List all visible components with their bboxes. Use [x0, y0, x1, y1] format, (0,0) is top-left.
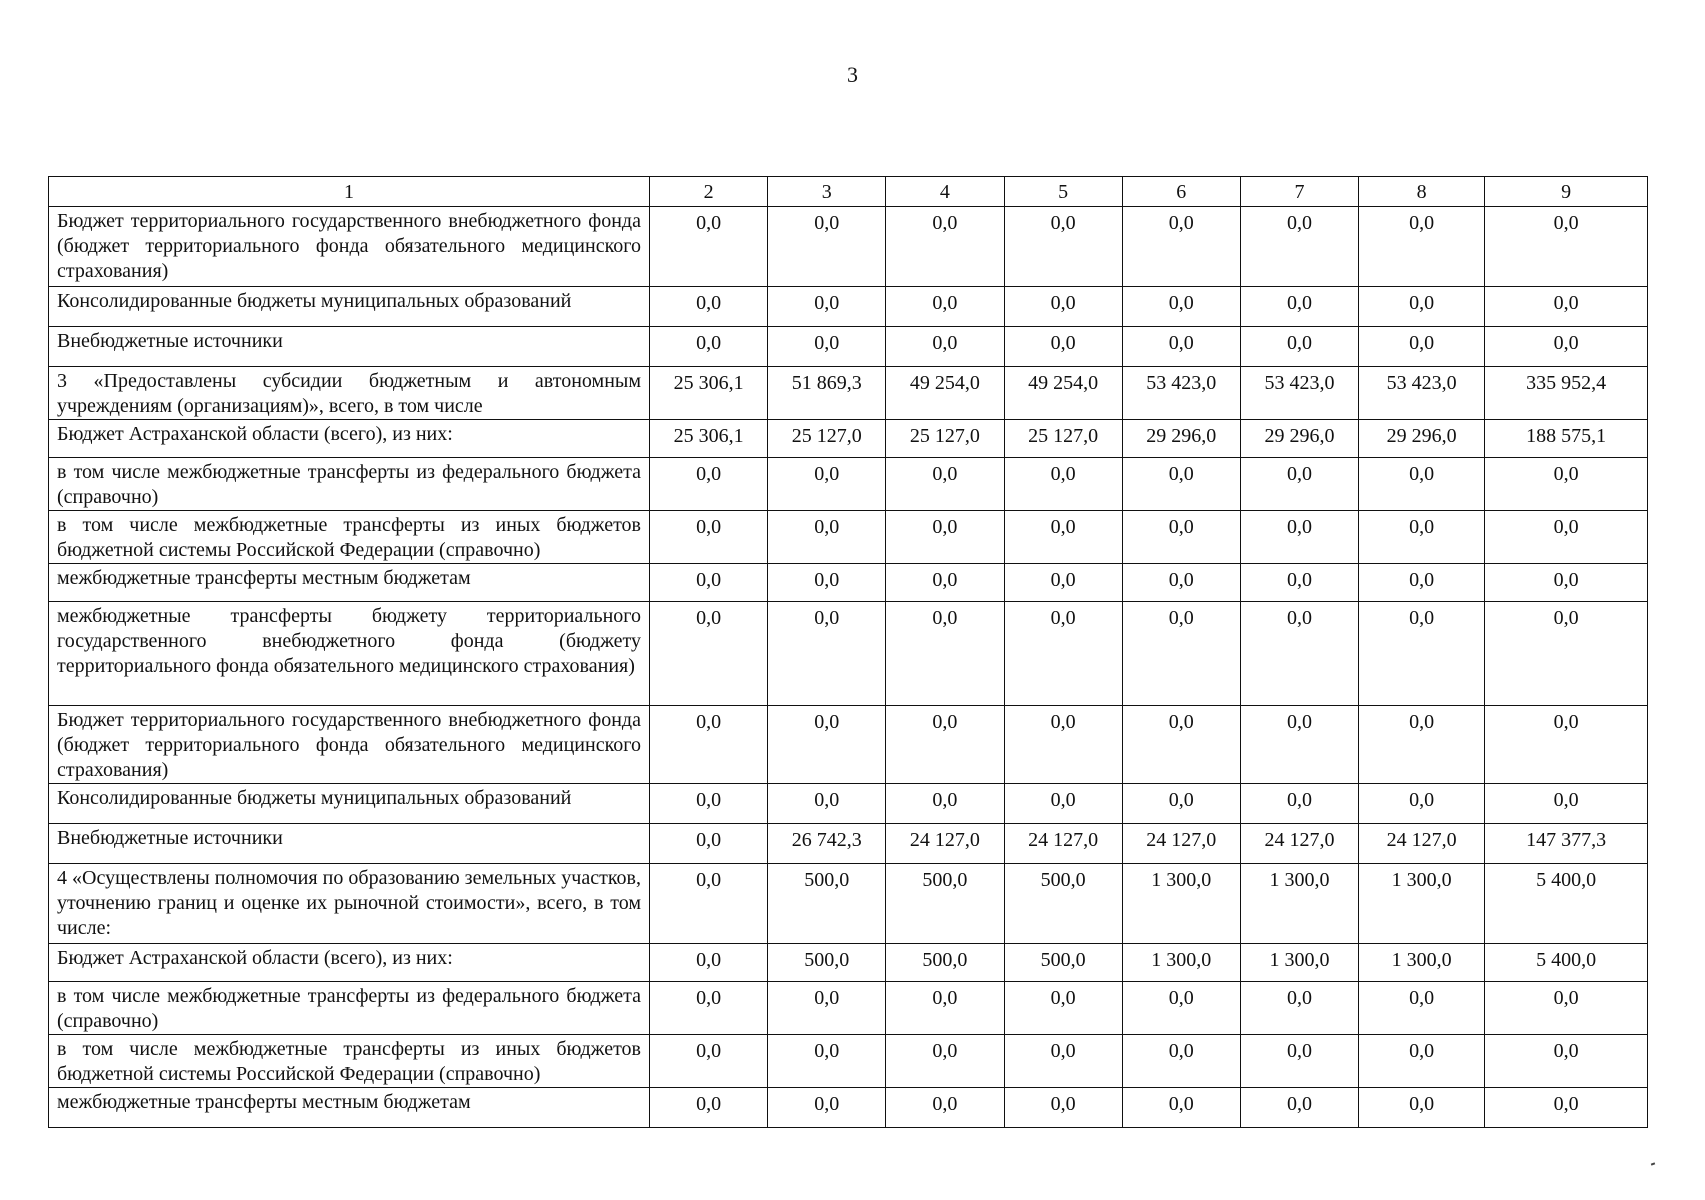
value-cell: 0,0: [768, 1035, 886, 1088]
value-cell: 0,0: [1004, 564, 1122, 602]
value-cell: 0,0: [886, 458, 1004, 511]
value-cell: 0,0: [650, 602, 768, 706]
column-header: 9: [1485, 177, 1648, 207]
value-cell: 335 952,4: [1485, 367, 1648, 420]
value-cell: 0,0: [1004, 1088, 1122, 1128]
value-cell: 0,0: [1359, 1088, 1485, 1128]
value-cell: 29 296,0: [1122, 420, 1240, 458]
value-cell: 0,0: [1485, 784, 1648, 824]
value-cell: 24 127,0: [886, 824, 1004, 864]
value-cell: 0,0: [1240, 784, 1358, 824]
column-header: 6: [1122, 177, 1240, 207]
value-cell: 0,0: [886, 327, 1004, 367]
value-cell: 0,0: [650, 1035, 768, 1088]
value-cell: 0,0: [886, 982, 1004, 1035]
column-header: 4: [886, 177, 1004, 207]
value-cell: 0,0: [768, 207, 886, 287]
value-cell: 51 869,3: [768, 367, 886, 420]
value-cell: 500,0: [1004, 944, 1122, 982]
value-cell: 0,0: [1359, 1035, 1485, 1088]
column-header: 3: [768, 177, 886, 207]
table-row: [49, 864, 1648, 944]
value-cell: 0,0: [650, 982, 768, 1035]
value-cell: 0,0: [1240, 602, 1358, 706]
row-label: межбюджетные трансферты местным бюджетам: [49, 564, 650, 602]
table-row: [49, 824, 1648, 864]
value-cell: 0,0: [1004, 982, 1122, 1035]
value-cell: 0,0: [1240, 458, 1358, 511]
value-cell: 0,0: [886, 602, 1004, 706]
value-cell: 24 127,0: [1122, 824, 1240, 864]
value-cell: 0,0: [1122, 564, 1240, 602]
value-cell: 147 377,3: [1485, 824, 1648, 864]
row-label: Бюджет территориального государственного внебюджетного фонда (бюджет территориального фонда обязательного медицинского страхования): [49, 207, 650, 287]
value-cell: 0,0: [1240, 327, 1358, 367]
row-label: 3 «Предоставлены субсидии бюджетным и автономным учреждениям (организациям)», всего, в том числе: [49, 367, 650, 420]
table-row: [49, 420, 1648, 458]
value-cell: 0,0: [650, 458, 768, 511]
value-cell: 0,0: [1004, 511, 1122, 564]
value-cell: 53 423,0: [1359, 367, 1485, 420]
value-cell: 0,0: [1359, 706, 1485, 784]
value-cell: 0,0: [1004, 287, 1122, 327]
row-label: Консолидированные бюджеты муниципальных образований: [49, 784, 650, 824]
value-cell: 0,0: [1122, 784, 1240, 824]
value-cell: 0,0: [1359, 511, 1485, 564]
row-label: межбюджетные трансферты местным бюджетам: [49, 1088, 650, 1128]
value-cell: 49 254,0: [1004, 367, 1122, 420]
table-row: [49, 1035, 1648, 1088]
value-cell: 0,0: [1004, 784, 1122, 824]
table-row: [49, 367, 1648, 420]
table-row: [49, 327, 1648, 367]
value-cell: 0,0: [1122, 327, 1240, 367]
value-cell: 25 306,1: [650, 367, 768, 420]
value-cell: 0,0: [1485, 564, 1648, 602]
value-cell: 0,0: [1004, 1035, 1122, 1088]
value-cell: 0,0: [1122, 706, 1240, 784]
value-cell: 0,0: [1004, 327, 1122, 367]
value-cell: 0,0: [1240, 207, 1358, 287]
value-cell: 0,0: [1122, 1035, 1240, 1088]
value-cell: 0,0: [1485, 327, 1648, 367]
value-cell: 5 400,0: [1485, 944, 1648, 982]
value-cell: 5 400,0: [1485, 864, 1648, 944]
value-cell: 0,0: [886, 564, 1004, 602]
table-row: [49, 564, 1648, 602]
row-label: Внебюджетные источники: [49, 327, 650, 367]
value-cell: 0,0: [886, 287, 1004, 327]
value-cell: 0,0: [1122, 511, 1240, 564]
value-cell: 0,0: [768, 706, 886, 784]
row-label: Бюджет территориального государственного внебюджетного фонда (бюджет территориального фонда обязательного медицинского страхования): [49, 706, 650, 784]
column-header: 1: [49, 177, 650, 207]
value-cell: 0,0: [650, 564, 768, 602]
column-header: 8: [1359, 177, 1485, 207]
value-cell: 0,0: [1004, 602, 1122, 706]
value-cell: 25 306,1: [650, 420, 768, 458]
value-cell: 0,0: [1485, 1088, 1648, 1128]
value-cell: 500,0: [768, 864, 886, 944]
value-cell: 0,0: [886, 1035, 1004, 1088]
value-cell: 0,0: [1485, 1035, 1648, 1088]
value-cell: 0,0: [886, 784, 1004, 824]
value-cell: 0,0: [1485, 207, 1648, 287]
value-cell: 0,0: [1240, 287, 1358, 327]
value-cell: 0,0: [1359, 458, 1485, 511]
value-cell: 0,0: [1122, 602, 1240, 706]
value-cell: 1 300,0: [1240, 864, 1358, 944]
value-cell: 0,0: [1359, 784, 1485, 824]
value-cell: 0,0: [1240, 982, 1358, 1035]
table-row: [49, 706, 1648, 784]
value-cell: 0,0: [1004, 706, 1122, 784]
value-cell: 26 742,3: [768, 824, 886, 864]
value-cell: 0,0: [1359, 982, 1485, 1035]
value-cell: 1 300,0: [1359, 944, 1485, 982]
value-cell: 0,0: [650, 1088, 768, 1128]
row-label: межбюджетные трансферты бюджету территориального государственного внебюджетного фонда (бюджету территориального фонда обязательного медицинского страхования): [49, 602, 650, 706]
value-cell: 25 127,0: [768, 420, 886, 458]
value-cell: 0,0: [650, 944, 768, 982]
value-cell: 0,0: [1004, 207, 1122, 287]
value-cell: 0,0: [1485, 287, 1648, 327]
value-cell: 1 300,0: [1359, 864, 1485, 944]
value-cell: 29 296,0: [1359, 420, 1485, 458]
value-cell: 0,0: [768, 287, 886, 327]
value-cell: 25 127,0: [886, 420, 1004, 458]
value-cell: 0,0: [1485, 511, 1648, 564]
row-label: Внебюджетные источники: [49, 824, 650, 864]
table-row: [49, 287, 1648, 327]
value-cell: 0,0: [1122, 287, 1240, 327]
value-cell: 0,0: [886, 207, 1004, 287]
value-cell: 29 296,0: [1240, 420, 1358, 458]
value-cell: 0,0: [1359, 602, 1485, 706]
budget-table: [48, 176, 1648, 1128]
value-cell: 0,0: [1122, 458, 1240, 511]
value-cell: 0,0: [1359, 207, 1485, 287]
value-cell: 1 300,0: [1122, 944, 1240, 982]
table-row: [49, 982, 1648, 1035]
row-label: Бюджет Астраханской области (всего), из них:: [49, 944, 650, 982]
value-cell: 0,0: [768, 784, 886, 824]
value-cell: 0,0: [1485, 602, 1648, 706]
value-cell: 0,0: [1240, 564, 1358, 602]
column-header: 7: [1240, 177, 1358, 207]
value-cell: 53 423,0: [1122, 367, 1240, 420]
row-label: в том числе межбюджетные трансферты из иных бюджетов бюджетной системы Российской Федерации (справочно): [49, 1035, 650, 1088]
value-cell: 0,0: [650, 207, 768, 287]
value-cell: 0,0: [650, 706, 768, 784]
value-cell: 24 127,0: [1240, 824, 1358, 864]
column-header: 2: [650, 177, 768, 207]
value-cell: 500,0: [886, 864, 1004, 944]
value-cell: 0,0: [1485, 458, 1648, 511]
value-cell: 0,0: [1004, 458, 1122, 511]
value-cell: 0,0: [650, 327, 768, 367]
table-row: [49, 602, 1648, 706]
value-cell: 0,0: [1122, 207, 1240, 287]
scan-speck: [1651, 1162, 1655, 1165]
value-cell: 0,0: [1122, 982, 1240, 1035]
value-cell: 0,0: [650, 287, 768, 327]
value-cell: 0,0: [1240, 706, 1358, 784]
value-cell: 0,0: [768, 564, 886, 602]
table-row: [49, 458, 1648, 511]
value-cell: 0,0: [768, 1088, 886, 1128]
table-row: [49, 944, 1648, 982]
row-label: Консолидированные бюджеты муниципальных образований: [49, 287, 650, 327]
value-cell: 0,0: [768, 327, 886, 367]
row-label: в том числе межбюджетные трансферты из федерального бюджета (справочно): [49, 458, 650, 511]
table-row: [49, 511, 1648, 564]
value-cell: 0,0: [1240, 511, 1358, 564]
column-header: 5: [1004, 177, 1122, 207]
row-label: Бюджет Астраханской области (всего), из них:: [49, 420, 650, 458]
value-cell: 1 300,0: [1122, 864, 1240, 944]
value-cell: 24 127,0: [1004, 824, 1122, 864]
header-row: [49, 177, 1648, 207]
value-cell: 53 423,0: [1240, 367, 1358, 420]
row-label: 4 «Осуществлены полномочия по образованию земельных участков, уточнению границ и оценке их рыночной стоимости», всего, в том числе:: [49, 864, 650, 944]
table-row: [49, 207, 1648, 287]
row-label: в том числе межбюджетные трансферты из иных бюджетов бюджетной системы Российской Федерации (справочно): [49, 511, 650, 564]
value-cell: 1 300,0: [1240, 944, 1358, 982]
value-cell: 0,0: [768, 602, 886, 706]
value-cell: 0,0: [650, 784, 768, 824]
value-cell: 188 575,1: [1485, 420, 1648, 458]
page-number: 3: [847, 62, 858, 87]
value-cell: 0,0: [886, 1088, 1004, 1128]
value-cell: 0,0: [768, 982, 886, 1035]
value-cell: 25 127,0: [1004, 420, 1122, 458]
table-row: [49, 784, 1648, 824]
value-cell: 500,0: [768, 944, 886, 982]
value-cell: 0,0: [1485, 706, 1648, 784]
value-cell: 0,0: [1485, 982, 1648, 1035]
value-cell: 500,0: [886, 944, 1004, 982]
value-cell: 0,0: [886, 511, 1004, 564]
value-cell: 49 254,0: [886, 367, 1004, 420]
value-cell: 24 127,0: [1359, 824, 1485, 864]
value-cell: 0,0: [886, 706, 1004, 784]
value-cell: 500,0: [1004, 864, 1122, 944]
row-label: в том числе межбюджетные трансферты из федерального бюджета (справочно): [49, 982, 650, 1035]
value-cell: 0,0: [650, 824, 768, 864]
value-cell: 0,0: [1359, 287, 1485, 327]
value-cell: 0,0: [768, 511, 886, 564]
value-cell: 0,0: [1359, 564, 1485, 602]
value-cell: 0,0: [1122, 1088, 1240, 1128]
value-cell: 0,0: [650, 511, 768, 564]
value-cell: 0,0: [1240, 1088, 1358, 1128]
value-cell: 0,0: [1240, 1035, 1358, 1088]
table-row: [49, 1088, 1648, 1128]
value-cell: 0,0: [650, 864, 768, 944]
value-cell: 0,0: [768, 458, 886, 511]
value-cell: 0,0: [1359, 327, 1485, 367]
